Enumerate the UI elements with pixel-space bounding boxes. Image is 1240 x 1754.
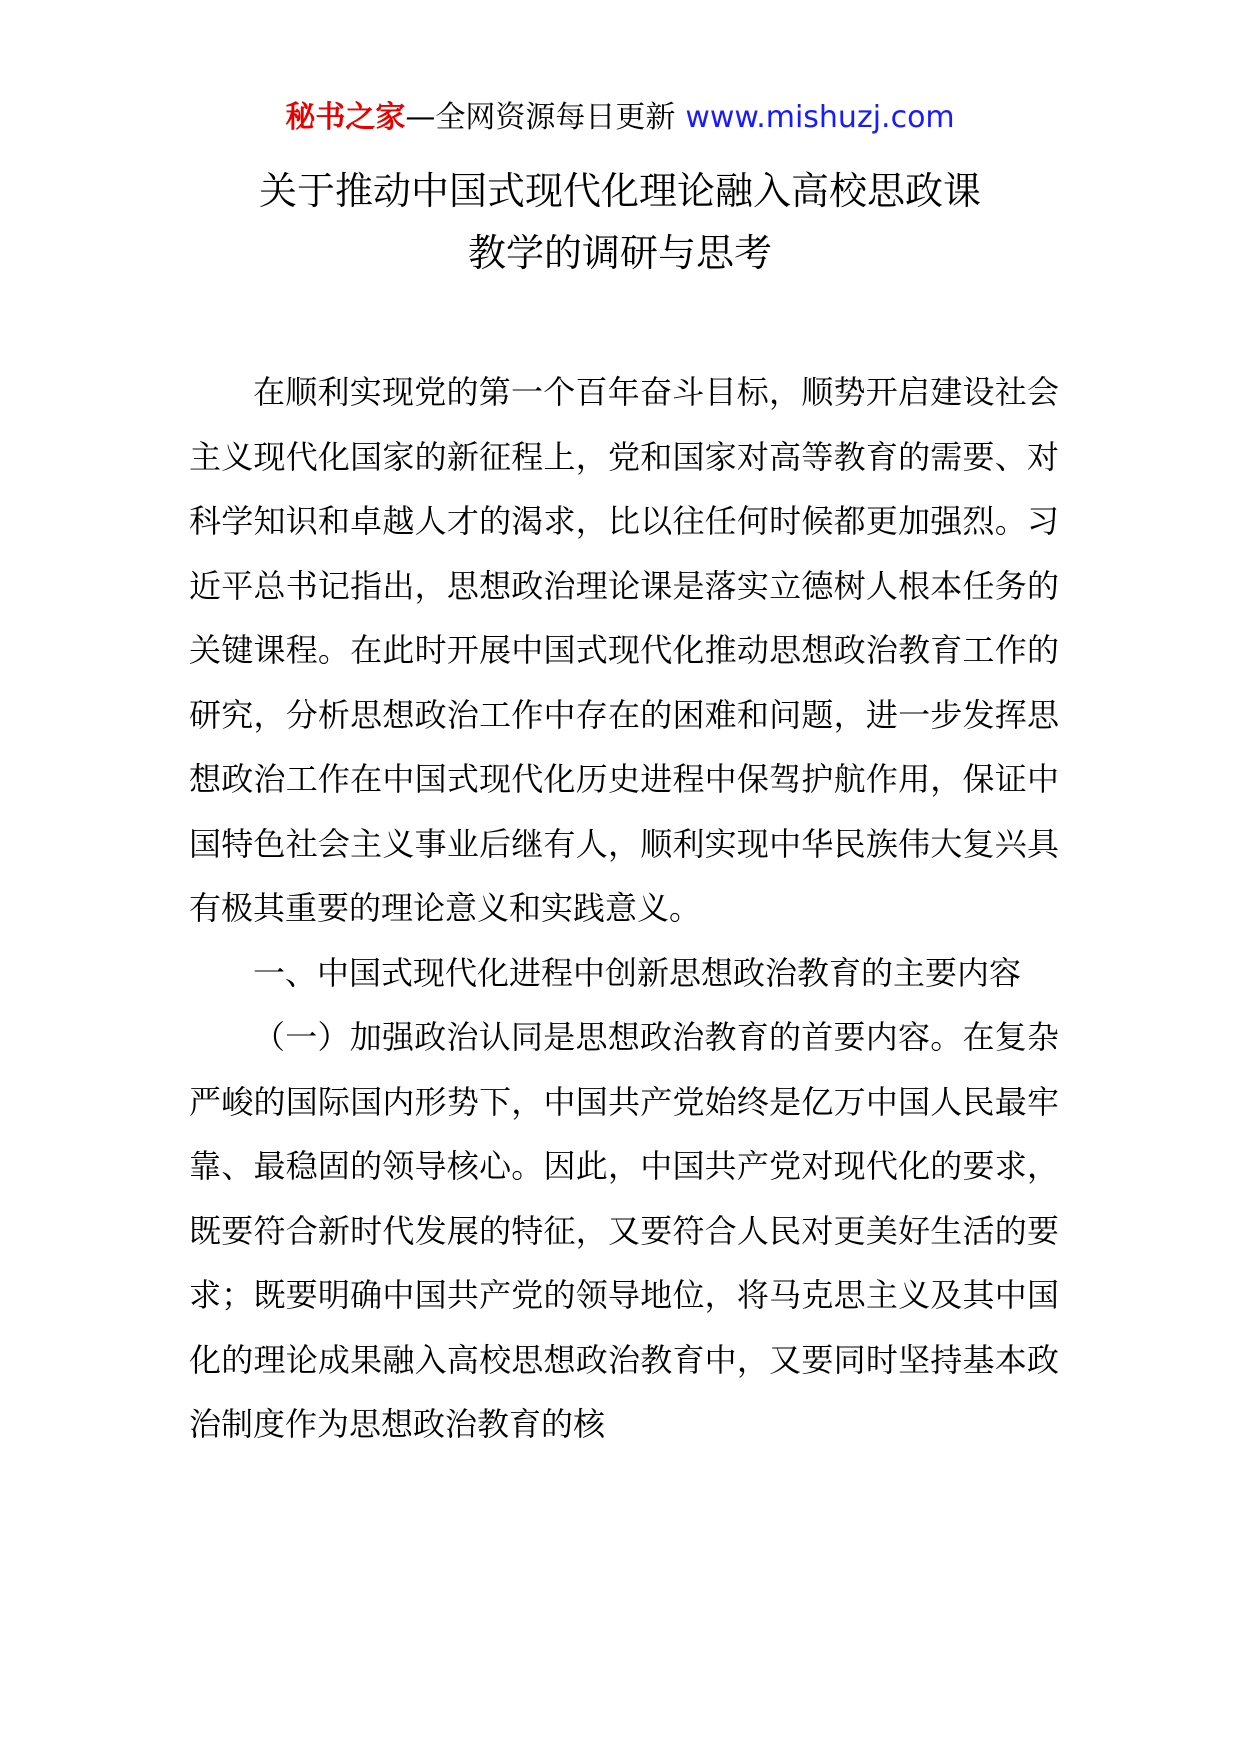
subsection-paragraph: （一）加强政治认同是思想政治教育的首要内容。在复杂严峻的国际国内形势下，中国共产党始终是亿万中国人民最牢靠、最稳固的领导核心。因此，中国共产党对现代化的要求，既要符合新时代发展的特征，又要符合人民对更美好生活的要求；既要明确中国共产党的领导地位，将马克思主义及其中国化的理论成果融入高校思想政治教育中，又要同时坚持基本政治制度作为思想政治教育的核 bbox=[189, 1018, 1059, 1443]
intro-paragraph: 在顺利实现党的第一个百年奋斗目标，顺势开启建设社会主义现代化国家的新征程上，党和国家对高等教育的需要、对科学知识和卓越人才的渴求，比以往任何时候都更加强烈。习近平总书记指出，思想政治理论课是落实立德树人根本任务的关键课程。在此时开展中国式现代化推动思想政治教育工作的研究，分析思想政治工作中存在的困难和问题，进一步发挥思想政治工作在中国式现代化历史进程中保驾护航作用，保证中国特色社会主义事业后继有人，顺利实现中华民族伟大复兴具有极其重要的理论意义和实践意义。 bbox=[189, 373, 1059, 927]
section-heading: 一、中国式现代化进程中创新思想政治教育的主要内容 bbox=[253, 953, 1022, 992]
site-header bbox=[0, 98, 1240, 138]
site-brand: 秘书之家 bbox=[285, 100, 406, 135]
document-title bbox=[0, 160, 1240, 284]
site-url[interactable]: www.mishuzj.com bbox=[685, 100, 955, 135]
title-line-1: 关于推动中国式现代化理论融入高校思政课 bbox=[258, 169, 981, 213]
site-slogan: —全网资源每日更新 bbox=[405, 100, 676, 135]
title-line-2: 教学的调研与思考 bbox=[467, 231, 772, 275]
document-body bbox=[189, 360, 1059, 1457]
